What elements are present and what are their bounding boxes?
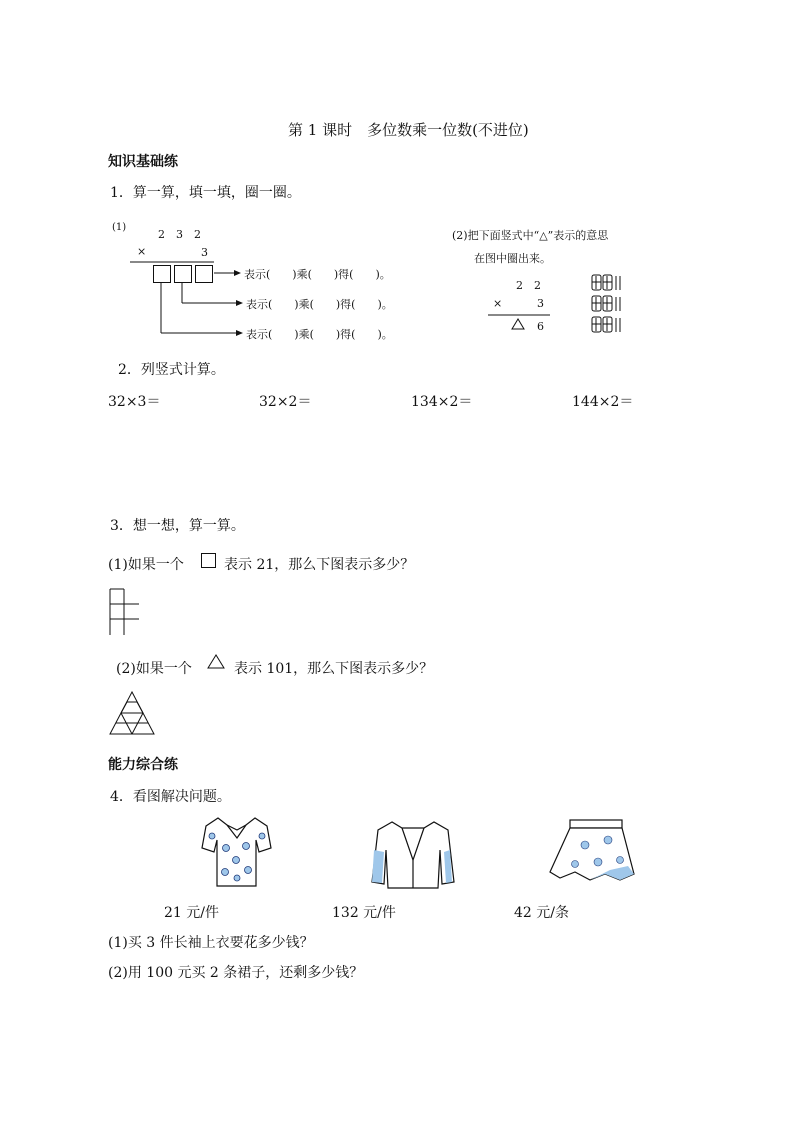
q4-sub2: (2)用 100 元买 2 条裙子，还剩多少钱？ [108, 965, 364, 981]
question-1-label: 1．算一算，填一填，圈一圈。 [110, 185, 301, 201]
answer-box-tens[interactable] [174, 265, 192, 283]
q1-top-digits: 2 3 2 [158, 228, 201, 241]
expr-3: 134×2＝ [411, 394, 473, 410]
fill-line-2: 表示( )乘( )得( )。 [246, 298, 393, 311]
q1p2-top-digits: 2 2 [516, 279, 541, 292]
q3-part1-text-b: 表示 21，那么下图表示多少？ [224, 557, 415, 573]
expr-2: 32×2＝ [259, 394, 312, 410]
question-3-label: 3．想一想，算一算。 [110, 518, 245, 534]
price-tshirt: 21 元/件 [164, 905, 219, 921]
q1p2-result-digit: 6 [537, 320, 544, 333]
q3-part2-text-b: 表示 101，那么下图表示多少？ [234, 661, 434, 677]
answer-box-ones[interactable] [195, 265, 213, 283]
q3-part1-text-a: (1)如果一个 [108, 557, 184, 573]
expr-4: 144×2＝ [572, 394, 634, 410]
q1-part1-label: (1) [112, 222, 127, 233]
q1-multiplier: 3 [201, 246, 208, 259]
section-heading-ability: 能力综合练 [108, 757, 178, 773]
section-heading-basic: 知识基础练 [108, 154, 178, 170]
q1p2-multiplier: 3 [537, 297, 544, 310]
triangle-placeholder-icon [512, 319, 524, 329]
question-4-label: 4．看图解决问题。 [110, 789, 231, 805]
question-2-label: 2．列竖式计算。 [118, 362, 225, 378]
square-unit-icon [201, 553, 216, 568]
q1-times-sign: × [137, 245, 147, 258]
price-skirt: 42 元/条 [514, 905, 569, 921]
q1-part2-text-line1: (2)把下面竖式中“△”表示的意思 [452, 229, 609, 242]
page-title: 第 1 课时 多位数乘一位数(不进位) [288, 121, 529, 139]
q1p2-times-sign: × [493, 297, 503, 310]
q3-part2-text-a: (2)如果一个 [116, 661, 192, 677]
fill-line-1: 表示( )乘( )得( )。 [244, 268, 391, 281]
fill-line-3: 表示( )乘( )得( )。 [246, 328, 393, 341]
q4-sub1: (1)买 3 件长袖上衣要花多少钱？ [108, 935, 314, 951]
price-jacket: 132 元/件 [332, 905, 396, 921]
expr-1: 32×3＝ [108, 394, 161, 410]
answer-box-hundreds[interactable] [153, 265, 171, 283]
q1-part2-text-line2: 在图中圈出来。 [474, 252, 551, 265]
